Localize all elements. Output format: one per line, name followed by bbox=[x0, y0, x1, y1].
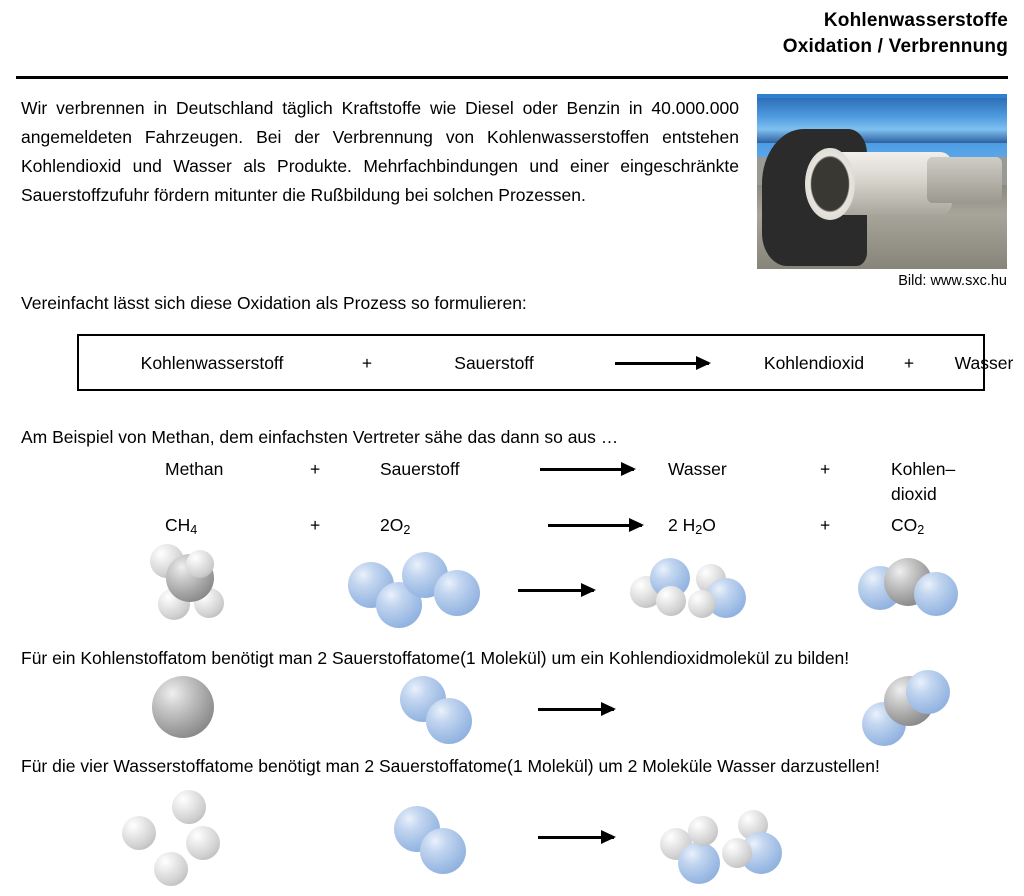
model-row-3-arrow-icon bbox=[538, 836, 614, 839]
oxygen-molecule-model bbox=[394, 806, 474, 878]
carbon-explanation-text: Für ein Kohlenstoffatom benötigt man 2 Sauerstoffatome(1 Molekül) um ein Kohlendioxidmolekül zu bilden! bbox=[21, 648, 850, 668]
oxygen-atom bbox=[434, 570, 480, 616]
formula-eq-product-1-sub: 2 bbox=[695, 523, 703, 538]
hydrogen-atom bbox=[688, 590, 716, 618]
carbon-atom-model bbox=[152, 676, 222, 746]
formula-eq-product-1-text: 2 H bbox=[668, 515, 696, 535]
hydrogen-atom bbox=[186, 550, 214, 578]
name-eq-product-2-line-2: dioxid bbox=[891, 484, 937, 504]
hydrogen-explanation-text: Für die vier Wasserstoffatome benötigt man 2 Sauerstoffatome(1 Molekül) um 2 Moleküle Wasser darzustellen! bbox=[21, 756, 880, 776]
hydrogen-atom bbox=[172, 790, 206, 824]
carbon-dioxide-model bbox=[858, 558, 968, 620]
exhaust-pipe-photo bbox=[757, 94, 1007, 269]
intro-paragraph: Wir verbrennen in Deutschland täglich Kraftstoffe wie Diesel oder Benzin in 40.000.000 angemeldeten Fahrzeugen. Bei der Verbrennung von Kohlenwasserstoffen entstehen Kohlendioxid und Wasser als Produkte. Mehrfachbindungen und einer eingeschränkte Sauerstoffzufuhr fördern mitunter die Rußbildung bei solchen Prozessen. bbox=[21, 98, 739, 205]
header-divider bbox=[16, 76, 1008, 79]
page-title bbox=[783, 8, 1008, 60]
word-eq-plus-1: + bbox=[361, 353, 373, 373]
title-line-2: Oxidation / Verbrennung bbox=[782, 36, 1008, 57]
hydrogen-atom bbox=[186, 826, 220, 860]
formula-eq-product-2-text: CO bbox=[891, 515, 918, 535]
formula-eq-product-1 bbox=[668, 513, 716, 543]
formula-eq-product-1-post: O bbox=[702, 515, 716, 535]
oxygen-atom bbox=[420, 828, 466, 874]
formula-eq-product-2 bbox=[891, 513, 924, 543]
hydrogen-atom bbox=[722, 838, 752, 868]
word-eq-educt-1: Kohlenwasserstoff bbox=[140, 353, 284, 373]
formula-eq-educt-2 bbox=[380, 513, 410, 543]
formula-eq-educt-2-text: 2O bbox=[380, 515, 404, 535]
carbon-atom bbox=[152, 676, 214, 738]
formula-eq-arrow-icon bbox=[548, 524, 642, 527]
water-molecules-model bbox=[630, 556, 760, 626]
name-eq-educt-1: Methan bbox=[165, 459, 224, 479]
water-molecules-model bbox=[660, 810, 790, 890]
oxygen-atom bbox=[906, 670, 950, 714]
formula-eq-educt-1-sub: 4 bbox=[190, 523, 198, 538]
hydrogen-atom bbox=[656, 586, 686, 616]
methane-example-text: Am Beispiel von Methan, dem einfachsten Vertreter sähe das dann so aus … bbox=[21, 427, 619, 447]
oxygen-molecules-model bbox=[348, 552, 488, 627]
name-eq-arrow-icon bbox=[540, 468, 634, 471]
oxygen-atom bbox=[426, 698, 472, 744]
word-eq-arrow-icon bbox=[615, 362, 709, 365]
name-eq-plus-2: + bbox=[820, 459, 831, 479]
oxygen-atom bbox=[914, 572, 958, 616]
hydrogen-atom bbox=[688, 816, 718, 846]
formula-eq-educt-1 bbox=[165, 513, 197, 543]
hydrogen-atoms-model bbox=[120, 790, 230, 890]
word-eq-product-1: Kohlendioxid bbox=[763, 353, 865, 373]
hydrogen-atom bbox=[154, 852, 188, 886]
photo-pipe-tail bbox=[927, 157, 1002, 203]
carbon-dioxide-model bbox=[862, 670, 972, 750]
formula-eq-educt-1-text: CH bbox=[165, 515, 191, 535]
formula-eq-product-2-sub: 2 bbox=[917, 523, 925, 538]
formula-eq-educt-2-sub: 2 bbox=[403, 523, 411, 538]
formula-eq-plus-2: + bbox=[820, 515, 831, 535]
model-row-1-arrow-icon bbox=[518, 589, 594, 592]
oxygen-molecule-model bbox=[400, 676, 480, 748]
title-line-1: Kohlenwasserstoffe bbox=[823, 10, 1008, 31]
photo-pipe-mouth bbox=[805, 148, 855, 220]
hydrogen-atom bbox=[122, 816, 156, 850]
oxygen-atom bbox=[678, 842, 720, 884]
word-equation-box bbox=[77, 334, 1014, 391]
simple-formulation-text: Vereinfacht lässt sich diese Oxidation als Prozess so formulieren: bbox=[21, 293, 527, 313]
name-eq-product-2-line-1: Kohlen– bbox=[891, 459, 956, 479]
word-eq-plus-2: + bbox=[903, 353, 915, 373]
model-row-2-arrow-icon bbox=[538, 708, 614, 711]
formula-eq-plus-1: + bbox=[310, 515, 321, 535]
photo-caption: Bild: www.sxc.hu bbox=[898, 273, 1007, 289]
word-eq-product-2: Wasser bbox=[954, 353, 1014, 373]
name-eq-educt-2: Sauerstoff bbox=[380, 459, 460, 479]
name-eq-plus-1: + bbox=[310, 459, 321, 479]
name-eq-product-1: Wasser bbox=[668, 459, 727, 479]
word-eq-educt-2: Sauerstoff bbox=[454, 353, 534, 373]
methane-model bbox=[150, 540, 240, 630]
